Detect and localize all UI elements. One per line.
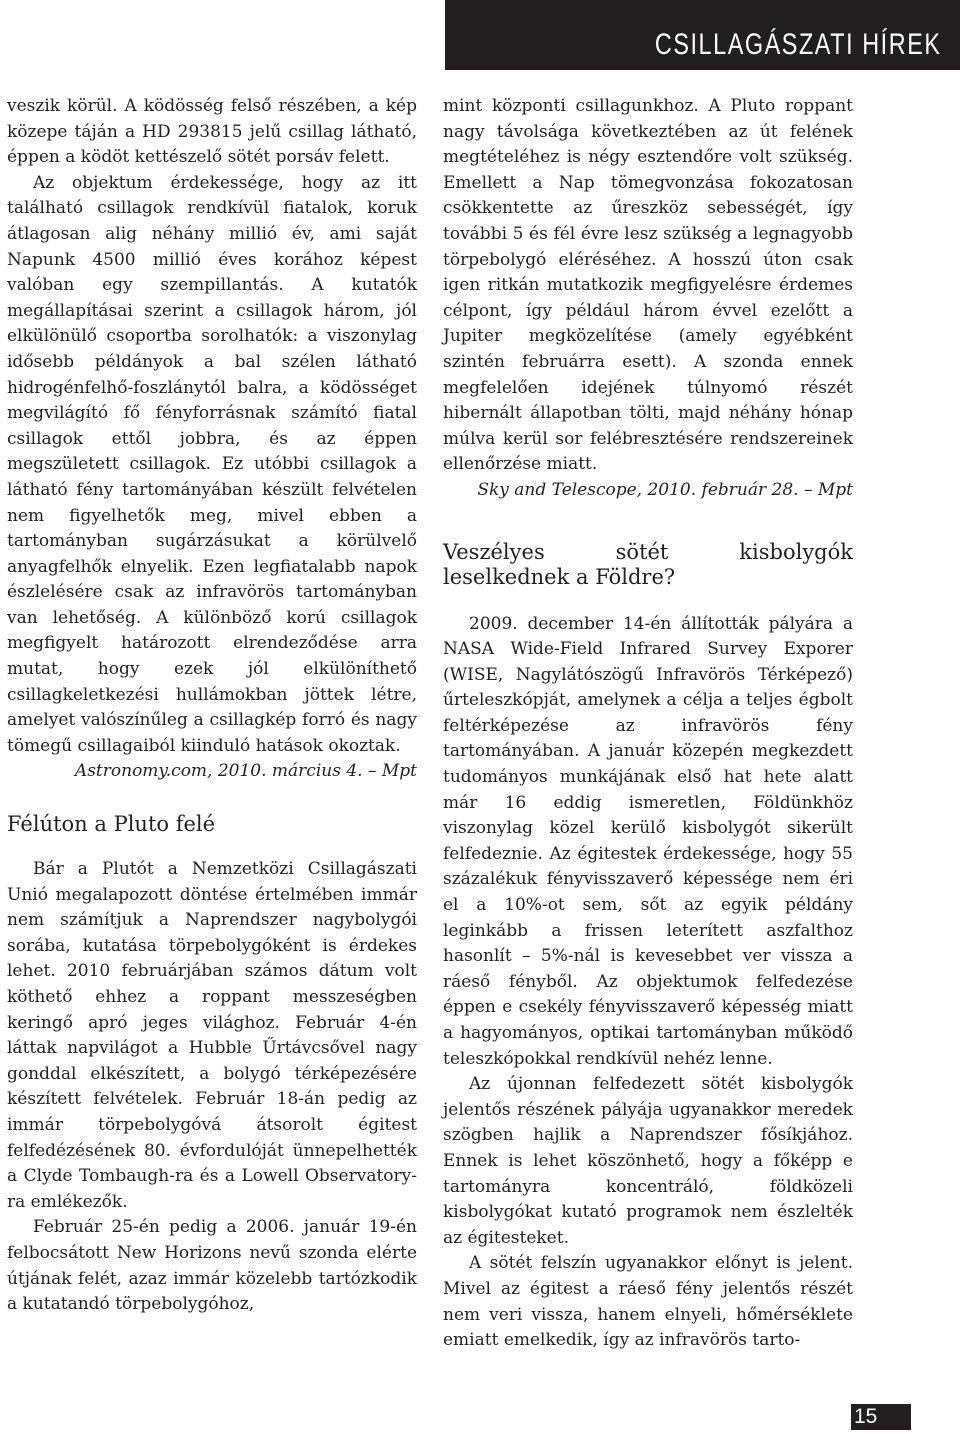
section-banner (445, 0, 960, 70)
paragraph: A sötét felszín ugyanakkor előnyt is jelent. Mivel az égitest a ráeső fény jelentős részét nem veri vissza, hanem elnyeli, hőmérséklete emiatt emelkedik, így az infravörös tarto- (443, 1253, 853, 1351)
article-heading: Veszélyes sötét kisbolygók leselkednek a Földre? (443, 539, 853, 589)
paragraph: veszik körül. A ködösség felső részében, a kép közepe táján a HD 293815 jelű csillag látható, éppen a ködöt kettészelő sötét porsáv felett. (7, 96, 417, 168)
paragraph: Bár a Plutót a Nemzetközi Csillagászati Unió megalapozott döntése értelmében immár nem számítjuk a Naprendszer nagybolygói sorába, kutatása törpebolygóként is érdekes lehet. 2010 februárjában számos dátum volt köthető ehhez a roppant messzeségben keringő apró jeges világhoz. Február 4-én láttak napvilágot a Hubble Űrtávcsővel nagy gonddal elkészített, a bolygó térképezésére készített felvételek. Február 18-án pedig az immár törpebolygóvá átsorolt égitest felfedézésének 80. évfordulóját ünnepelhették a Clyde Tombaugh-ra és a Lowell Observatory-ra emlékezők. (7, 859, 417, 1212)
source-citation: Astronomy.com, 2010. március 4. – Mpt (74, 761, 417, 782)
left-column (7, 94, 417, 1318)
page-number-box (851, 1404, 911, 1430)
paragraph: Az objektum érdekessége, hogy az itt található csillagok rendkívül fiatalok, koruk átlagosan alig néhány millió év, ami saját Napunk 4500 millió éves korához képest valóban egy szempillantás. A kutatók megállapításai szerint a csillagok három, jól elkülönülő csoportba sorolhatók: a viszonylag idősebb példányok a bal szélen látható hidrogénfelhő-foszlánytól balra, a ködösséget megvilágító fő fényforrásnak számító fiatal csillagok ettől jobbra, és az éppen megszületett csillagok. Ez utóbbi csillagok a látható fény tartományában készült felvételen nem figyelhetők meg, mivel ebben a tartományban sugárzásukat a körülvelő anyagfelhők elnyelik. Ezen legfiatalabb napok észlelésére csak az infravörös tartományban van lehetőség. A különböző korú csillagok megfigyelt határozott elrendeződése arra mutat, hogy ezek jól elkülöníthető csillagkeletkezési hullámokban jöttek létre, amelyet valószínűleg a csillagkép forró és nagy tömegű csillagaiból kiinduló hatások okoztak. (7, 172, 417, 756)
section-title: CSILLAGÁSZATI HÍREK (655, 28, 942, 61)
paragraph: Február 25-én pedig a 2006. január 19-én felbocsátott New Horizons nevű szonda elérte útjának felét, azaz immár közelebb tartózkodik a kutatandó törpebolygóhoz, (7, 1217, 417, 1315)
right-column (443, 94, 853, 1354)
page-number: 15 (854, 1405, 878, 1428)
source-citation: Sky and Telescope, 2010. február 28. – Mpt (477, 479, 853, 500)
paragraph: 2009. december 14-én állították pályára a NASA Wide-Field Infrared Survey Exporer (WISE, Nagylátószögű Infravörös Térképező) űrteleszkópját, amelynek a célja a teljes égbolt feltérképezése az infravörös fény tartományában. A január közepén megkezdett tudományos munkájának első hat hete alatt már 16 eddig ismeretlen, Földünkhöz viszonylag közel kerülő kisbolygót sikerült felfedeznie. Az égitestek érdekessége, hogy 55 százalékuk fényvisszaverő képessége nem éri el a 10%-ot sem, sőt az egyik példány leginkább a frissen leterített aszfalthoz hasonlít – 5%-nál is kevesebbet ver vissza a ráeső fényből. Az objektumok felfedezése éppen e csekély fényvisszaverő képesség miatt a hagyományos, optikai tartományban működő teleszkópokkal rendkívül nehéz lenne. (443, 613, 853, 1069)
article-heading: Félúton a Pluto felé (7, 812, 216, 837)
paragraph: mint központi csillagunkhoz. A Pluto roppant nagy távolsága következtében az út felének megtételéhez is négy esztendőre volt szükség. Emellett a Nap tömegvonzása fokozatosan csökkentette az űreszköz sebességét, így további 5 és fél évre lesz szükség a legnagyobb törpebolygó eléréséhez. A hosszú úton csak igen ritkán mutatkozik megfigyelésre érdemes célpont, így például három évvel ezelőtt a Jupiter megközelítése (amely egyébként szintén februárra esett). A szonda ennek megfelelően idejének túlnyomó részét hibernált állapotban tölti, majd néhány hónap múlva kerül sor felébresztésére rendszereinek ellenőrzése miatt. (443, 96, 853, 475)
paragraph: Az újonnan felfedezett sötét kisbolygók jelentős részének pályája ugyanakkor meredek szögben hajlik a Naprendszer fősíkjához. Ennek is lehet köszönhető, hogy a főképp e tartományra koncentráló, földközeli kisbolygókat kutató programok nem észlelték az égitesteket. (443, 1074, 853, 1248)
